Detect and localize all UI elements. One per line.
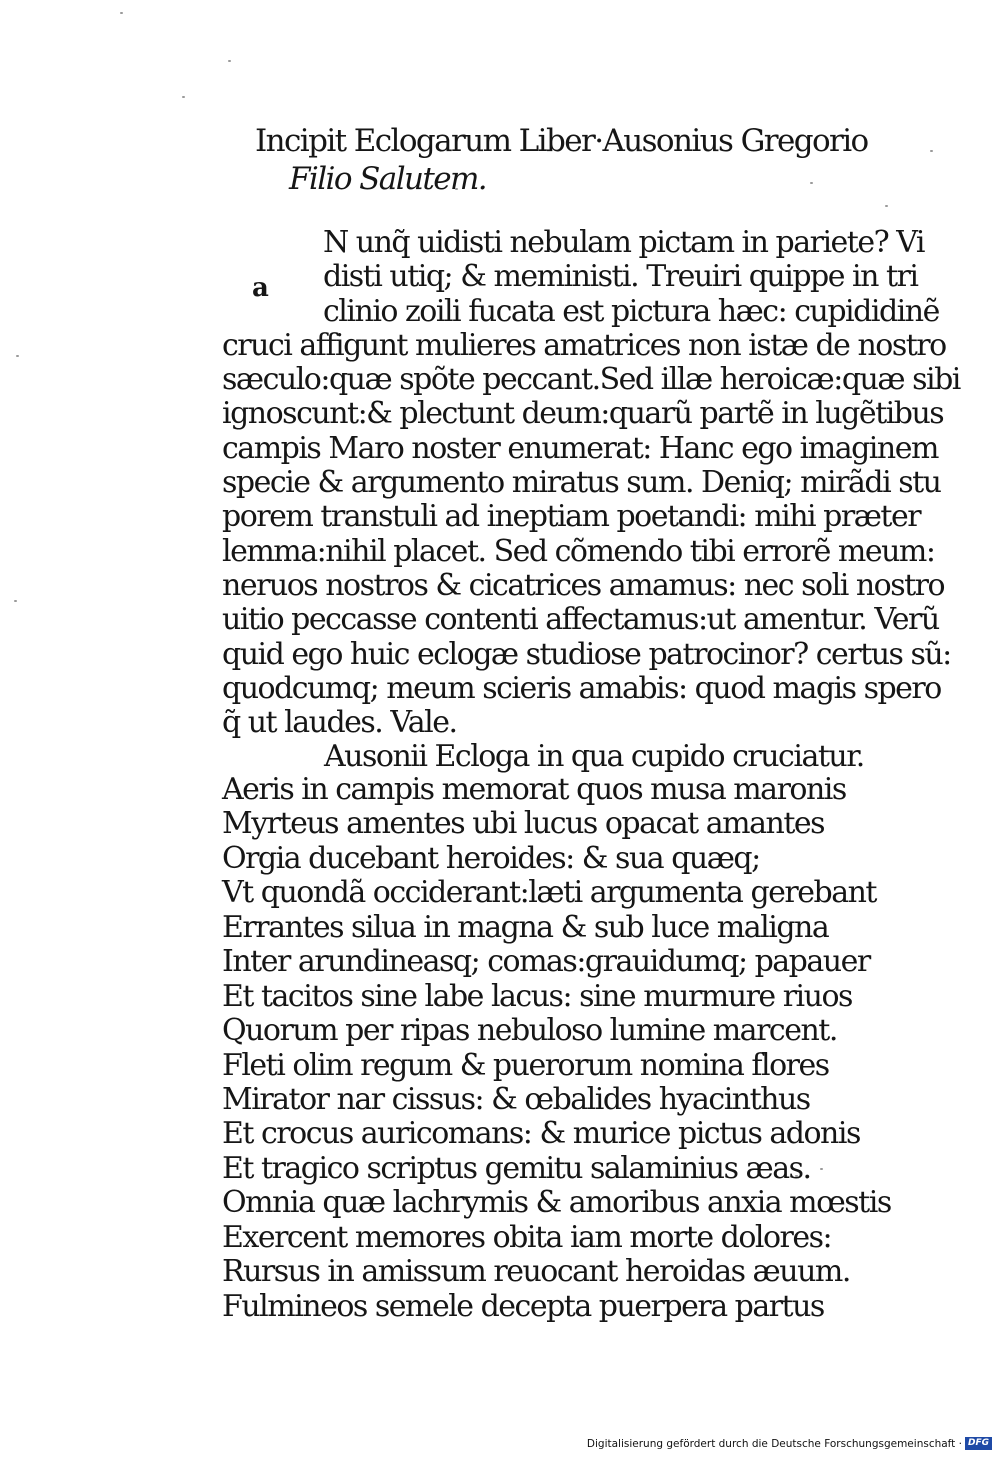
book-heading	[255, 122, 875, 198]
dfg-logo: DFG	[965, 1437, 992, 1450]
verse-line: Fulmineos semele decepta puerpera partus	[222, 1288, 824, 1324]
text-line: disti utiq; & meministi. Treuiri quippe in tri	[323, 259, 918, 295]
text-line: sæculo:quæ spõte peccant.Sed illæ heroicæ:quæ sibi	[222, 362, 960, 398]
verse-line: Et tacitos sine labe lacus: sine murmure riuos	[222, 978, 852, 1014]
text-line: uitio peccasse contenti affectamus:ut amentur. Verũ	[222, 602, 939, 638]
text-line: ignoscunt:& plectunt deum:quarũ partẽ in lugẽtibus	[222, 396, 944, 432]
verse-line: Mirator nar cissus: & œbalides hyacinthus	[222, 1081, 810, 1117]
signature-mark: a	[252, 273, 269, 303]
text-line: specie & argumento miratus sum. Deniq; mirãdi stu	[222, 465, 941, 501]
eclogue-title: Ausonii Ecloga in qua cupido cruciatur.	[324, 739, 864, 775]
text-line: porem transtuli ad ineptiam poetandi: mihi præter	[222, 499, 921, 535]
text-line: campis Maro noster enumerat: Hanc ego imaginem	[222, 430, 938, 466]
text-line: neruos nostros & cicatrices amamus: nec soli nostro	[222, 567, 945, 603]
verse-line: Vt quondã occiderant:læti argumenta gerebant	[222, 875, 876, 911]
verse-line: Orgia ducebant heroides: & sua quæq;	[222, 840, 760, 876]
text-line: clinio zoili fucata est pictura hæc: cupididinẽ	[323, 293, 939, 329]
verse-line: Errantes silua in magna & sub luce maligna	[222, 909, 829, 945]
credit-text: Digitalisierung gefördert durch die Deutsche Forschungsgemeinschaft ·	[586, 1437, 962, 1450]
verse-line: Aeris in campis memorat quos musa maronis	[222, 772, 846, 807]
verse-line: Quorum per ripas nebuloso lumine marcent.	[222, 1013, 837, 1049]
verse-block	[222, 773, 922, 1324]
text-line: quodcumq; meum scieris amabis: quod magis spero	[222, 670, 941, 706]
heading-line: Incipit Eclogarum Liber·Ausonius Gregorio	[255, 123, 868, 159]
digitization-credit	[587, 1437, 992, 1450]
verse-line: Inter arundineasq; comas:grauidumq; papauer	[222, 944, 870, 980]
verse-line: Rursus in amissum reuocant heroidas æuum.	[222, 1254, 850, 1290]
text-line: N unq̃ uidisti nebulam pictam in pariete? Vi	[323, 225, 924, 260]
verse-line: Exercent memores obita iam morte dolores:	[222, 1219, 832, 1255]
verse-line: Et crocus auricomans: & murice pictus adonis	[222, 1116, 860, 1152]
text-line: q̃ ut laudes. Vale.	[222, 705, 457, 741]
text-line: cruci affigunt mulieres amatrices non istæ de nostro	[222, 327, 946, 363]
verse-line: Myrteus amentes ubi lucus opacat amantes	[222, 806, 825, 842]
heading-line: Filio Salutem.	[289, 161, 487, 197]
verse-line: Omnia quæ lachrymis & amoribus anxia mœstis	[222, 1185, 891, 1221]
verse-line: Et tragico scriptus gemitu salaminius æas.	[222, 1150, 811, 1186]
text-line: quid ego huic eclogæ studiose patrocinor? certus sũ:	[222, 636, 951, 672]
text-line: lemma:nihil placet. Sed cõmendo tibi errorẽ meum:	[222, 533, 935, 569]
verse-line: Fleti olim regum & puerorum nomina flores	[222, 1047, 829, 1083]
prose-preface	[222, 225, 960, 775]
